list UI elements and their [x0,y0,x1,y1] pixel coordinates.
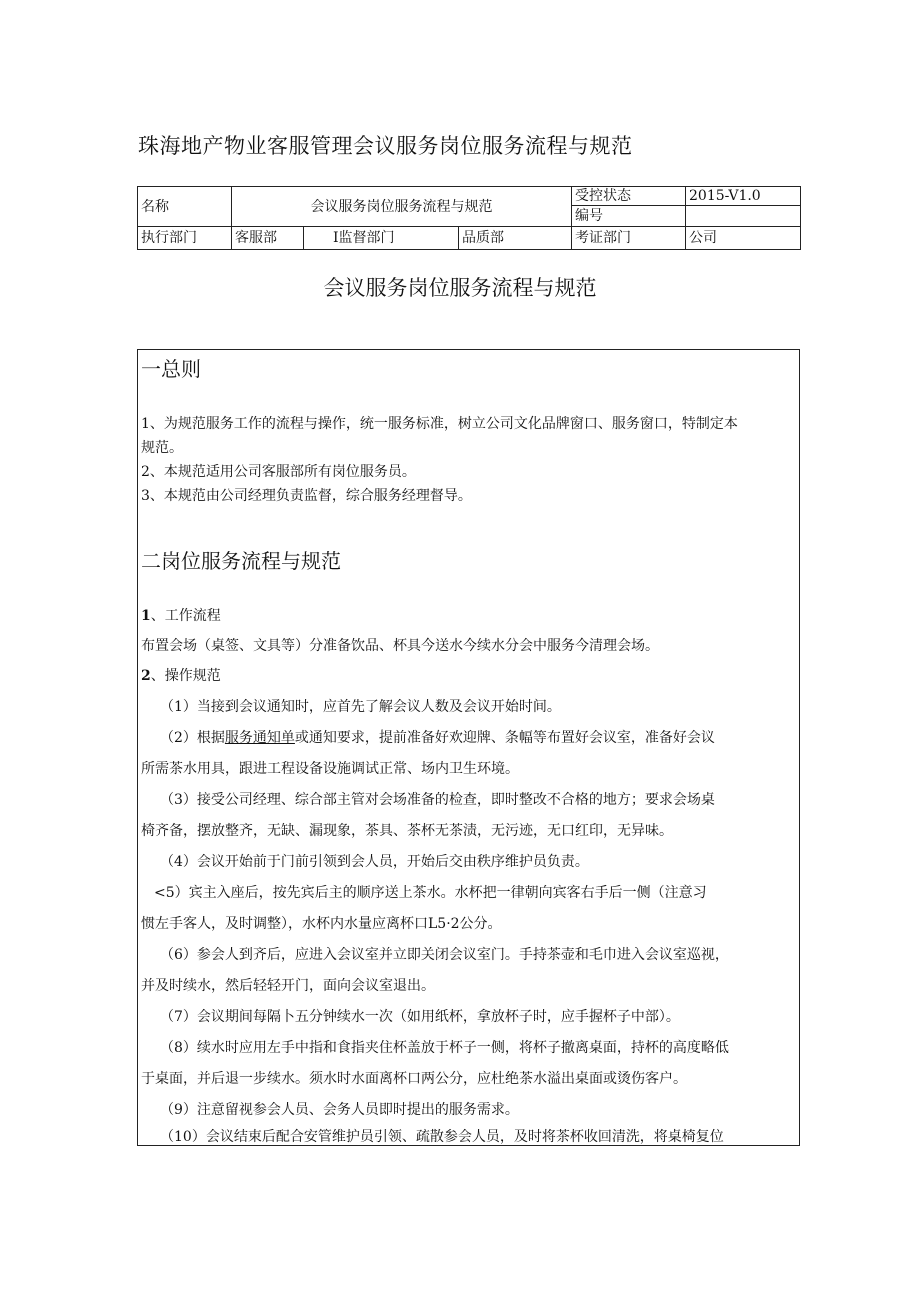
general-item-1: 1、为规范服务工作的流程与操作，统一服务标准，树立公司文化品牌窗口、服务窗口，特制定本 [141,416,738,432]
subsection-title: 、工作流程 [150,608,221,624]
operation-item-3-cont: 椅齐备，摆放整齐，无缺、漏现象，茶具、茶杯无茶渍，无污迹，无口红印，无异味。 [141,823,673,839]
subsection-number: 2 [141,668,151,684]
section-heading-process: 二岗位服务流程与规范 [141,549,341,573]
operation-item-2 [160,728,794,748]
operation-item-8: （8）续水时应用左手中指和食指夹住杯盖放于杯子一侧，将杯子撤离桌面，持杯的高度略低 [160,1040,729,1056]
document-title: 珠海地产物业客服管理会议服务岗位服务流程与规范 [138,134,633,158]
subsection-number: 1 [141,608,151,624]
operation-item-7: （7）会议期间每隔卜五分钟续水一次（如用纸杯，拿放杯子时，应手握杯子中部）。 [160,1009,680,1025]
operation-item-1: （1）当接到会议通知时，应首先了解会议人数及会议开始时间。 [160,699,561,715]
general-item-1-cont: 规范。 [141,440,183,456]
section-title: 会议服务岗位服务流程与规范 [323,276,597,300]
operation-item-8-cont: 于桌面，并后退一步续水。须水时水面离杯口两公分，应杜绝茶水溢出桌面或烫伤客户。 [141,1071,687,1087]
audit-dept-label: 考证部门 [572,227,686,250]
operation-item-6: （6）参会人到齐后，应进入会议室并立即关闭会议室门。手持茶壶和毛巾进入会议室巡视， [160,947,729,963]
operation-item-5-cont: 惯左手客人，及时调整），水杯内水量应离杯口L5·2公分。 [141,916,502,932]
name-label: 名称 [138,187,232,227]
supervise-dept-cell [304,227,459,250]
name-value: 会议服务岗位服务流程与规范 [232,187,572,227]
audit-dept-value: 公司 [686,227,801,250]
operation-item-9: （9）注意留视参会人员、会务人员即时提出的服务需求。 [160,1102,519,1118]
service-notice-link: 服务通知单 [224,730,295,746]
control-status-label: 受控状态 [572,187,686,206]
item-2-prefix: （2）根据 [160,730,225,746]
stray-mark: I [333,230,339,246]
operation-item-6-cont: 并及时续水，然后轻轻开门，面向会议室退出。 [141,978,435,994]
subsection-title: 、操作规范 [150,668,221,684]
supervise-dept-label: 监督部门 [338,230,395,246]
section-heading-general: 一总则 [141,357,201,381]
general-item-2: 2、本规范适用公司客服部所有岗位服务员。 [141,464,416,480]
content-box [137,349,800,1146]
operation-item-3: （3）接受公司经理、综合部主管对会场准备的检查，即时整改不合格的地方；要求会场桌 [160,792,715,808]
operation-item-4: （4）会议开始前于门前引领到会人员，开始后交由秩序维护员负责。 [160,854,589,870]
exec-dept-label: 执行部门 [138,227,232,250]
version-value: 2015-V1.0 [686,187,801,206]
exec-dept-value: 客服部 [232,227,304,250]
item-2-text: 或通知要求，提前准备好欢迎牌、条幅等布置好会议室，准备好会议 [294,730,715,746]
number-label: 编号 [572,206,686,227]
operation-item-2-cont: 所需茶水用具，跟进工程设备设施调试正常、场内卫生环境。 [141,761,519,777]
operation-item-10: （10）会议结束后配合安管维护员引领、疏散参会人员，及时将茶杯收回清洗，将桌椅复位 [160,1129,724,1145]
supervise-dept-value: 品质部 [459,227,572,250]
general-item-3: 3、本规范由公司经理负责监督，综合服务经理督导。 [141,488,472,504]
subsection-operation [141,666,797,686]
operation-item-5: <5）宾主入座后，按先宾后主的顺序送上茶水。水杯把一律朝向宾客右手后一侧（注意习 [154,885,707,901]
document-info-table [137,186,801,250]
subsection-workflow [141,606,797,626]
number-value [686,206,801,227]
workflow-text: 布置会场（桌签、文具等）分准备饮品、杯具今送水今续水分会中服务今清理会场。 [141,638,659,654]
